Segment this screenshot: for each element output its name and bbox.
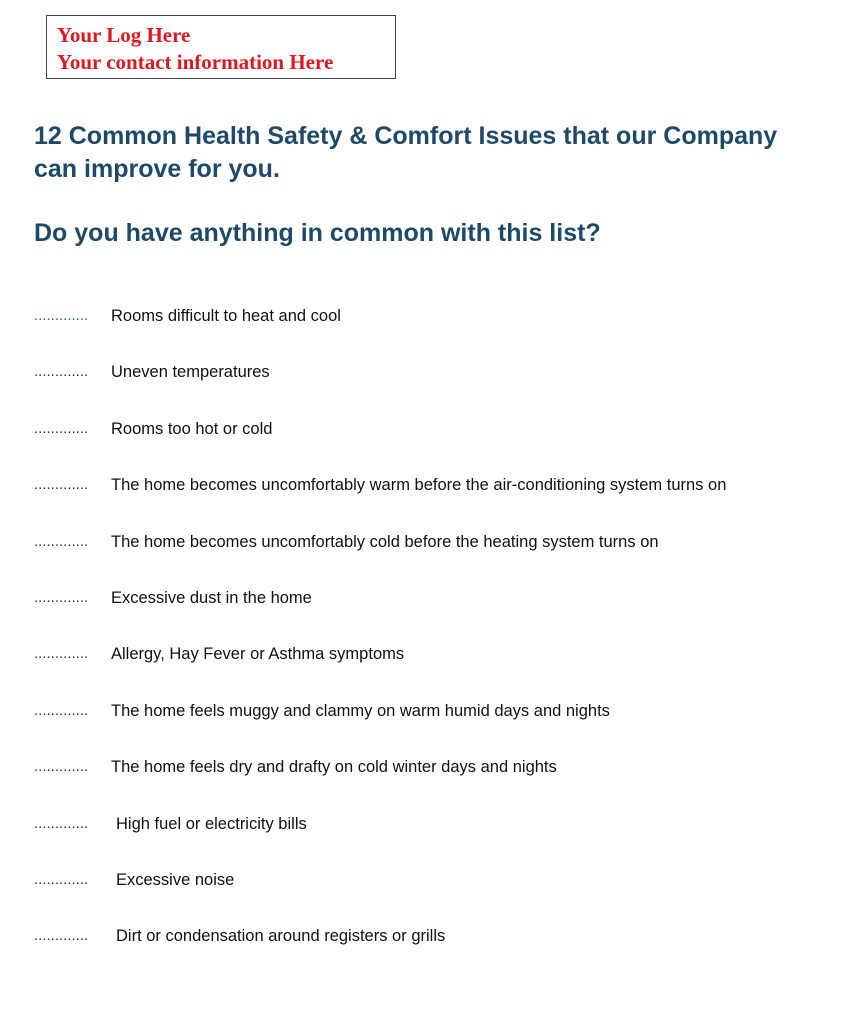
checklist-item (34, 586, 726, 642)
checklist-item (34, 417, 726, 473)
checklist-item (34, 924, 726, 980)
checklist-item (34, 812, 726, 868)
checklist-item-text: Dirt or condensation around registers or grills (116, 927, 446, 946)
checkbox-leader-dots[interactable]: ............. (34, 758, 89, 776)
checklist-item (34, 304, 726, 360)
page-title (34, 120, 777, 186)
logo-placeholder-text: Your Log Here (57, 23, 191, 47)
checklist-item-text: The home feels muggy and clammy on warm humid days and nights (111, 701, 610, 720)
checklist-item (34, 642, 726, 698)
checkbox-leader-dots[interactable]: ............. (34, 532, 89, 550)
checklist-item-text: Rooms difficult to heat and cool (111, 307, 341, 325)
checkbox-leader-dots[interactable]: ............. (34, 588, 89, 606)
logo-placeholder-box (46, 15, 396, 79)
checkbox-leader-dots[interactable]: ............. (34, 927, 89, 945)
checklist-item (34, 868, 726, 924)
checklist-item (34, 699, 726, 755)
checkbox-leader-dots[interactable]: ............. (34, 701, 89, 719)
checkbox-leader-dots[interactable]: ............. (34, 419, 89, 437)
checklist-question: Do you have anything in common with this list? (34, 219, 601, 247)
page-title-line-1: 12 Common Health Safety & Comfort Issues that our Company (34, 122, 778, 150)
checklist-item-text: The home becomes uncomfortably warm before the air-conditioning system turns on (111, 476, 727, 495)
checkbox-leader-dots[interactable]: ............. (34, 307, 89, 324)
checklist-item-text: High fuel or electricity bills (116, 814, 307, 833)
checklist-item-text: Allergy, Hay Fever or Asthma symptoms (111, 645, 405, 664)
checklist-item (34, 530, 726, 586)
checkbox-leader-dots[interactable]: ............. (34, 814, 89, 832)
page-title-line-2: can improve for you. (34, 155, 280, 183)
checklist-item-text: The home becomes uncomfortably cold before the heating system turns on (111, 532, 659, 551)
checklist-item (34, 473, 726, 529)
checklist-item-text: Excessive dust in the home (111, 588, 312, 607)
checklist-item (34, 360, 726, 416)
checklist-item-text: Uneven temperatures (111, 363, 270, 382)
checkbox-leader-dots[interactable]: ............. (34, 476, 89, 494)
checkbox-leader-dots[interactable]: ............. (34, 870, 89, 888)
checkbox-leader-dots[interactable]: ............. (34, 645, 89, 663)
checklist-item (34, 755, 726, 811)
checklist-item-text: Excessive noise (116, 870, 235, 889)
checklist-item-text: The home feels dry and drafty on cold winter days and nights (111, 758, 557, 777)
contact-info-placeholder-text: Your contact information Here (57, 50, 334, 74)
issues-checklist (34, 304, 726, 981)
checklist-item-text: Rooms too hot or cold (111, 419, 273, 438)
checkbox-leader-dots[interactable]: ............. (34, 363, 89, 381)
